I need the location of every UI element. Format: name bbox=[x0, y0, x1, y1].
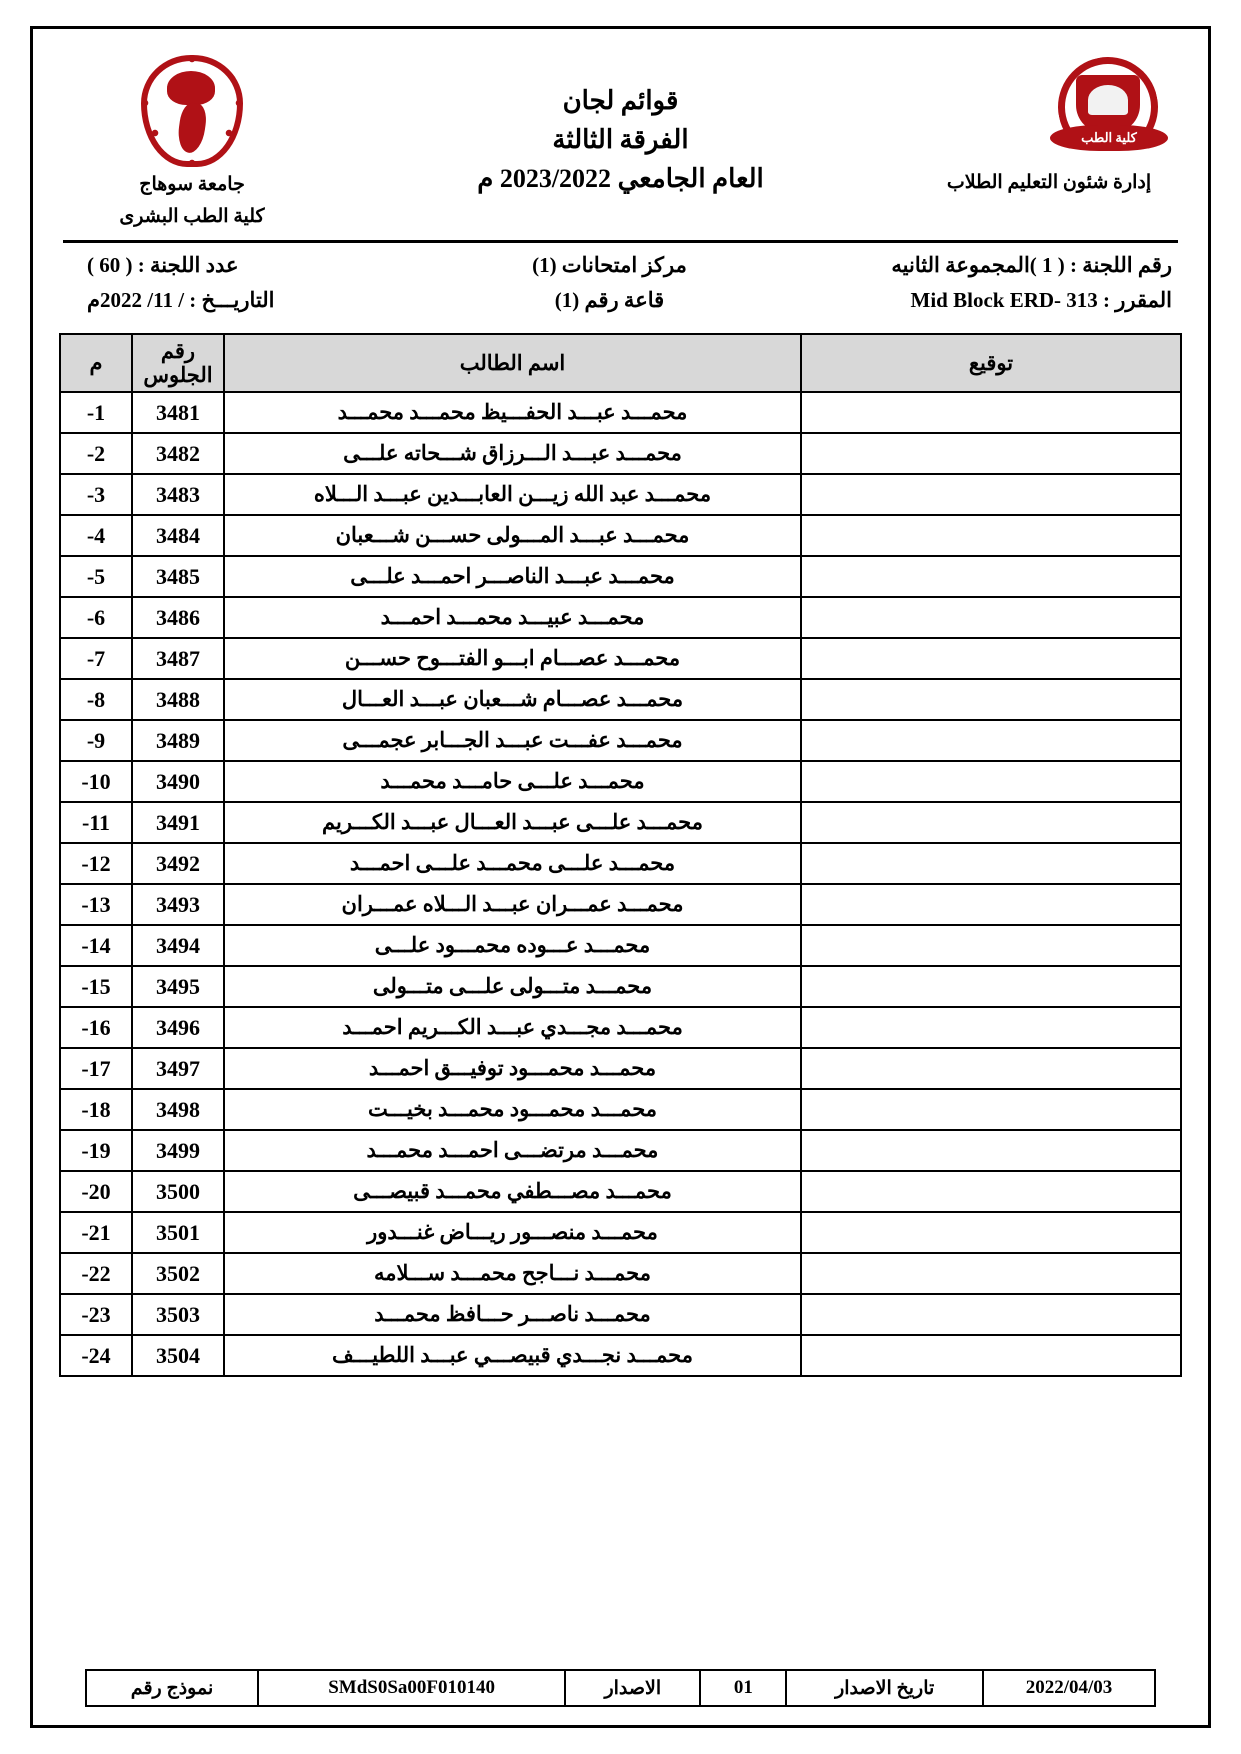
table-body bbox=[60, 392, 1181, 1376]
student-name-cell: محمـــد عـــوده محمـــود علـــى bbox=[224, 925, 801, 966]
row-index-cell: 22- bbox=[60, 1253, 132, 1294]
row-index-cell: 18- bbox=[60, 1089, 132, 1130]
row-index-cell: 11- bbox=[60, 802, 132, 843]
row-index-cell: 3- bbox=[60, 474, 132, 515]
signature-cell[interactable] bbox=[801, 679, 1181, 720]
header-divider bbox=[63, 240, 1178, 243]
footer-issue-date-value: 2022/04/03 bbox=[983, 1670, 1155, 1706]
table-row bbox=[60, 1171, 1181, 1212]
signature-cell[interactable] bbox=[801, 638, 1181, 679]
page-frame bbox=[30, 26, 1211, 1728]
exam-meta bbox=[59, 253, 1182, 323]
table-row bbox=[60, 966, 1181, 1007]
signature-cell[interactable] bbox=[801, 1294, 1181, 1335]
signature-cell[interactable] bbox=[801, 474, 1181, 515]
row-index-cell: 2- bbox=[60, 433, 132, 474]
column-header-signature: توقيع bbox=[801, 334, 1181, 392]
table-row bbox=[60, 720, 1181, 761]
signature-cell[interactable] bbox=[801, 1048, 1181, 1089]
meta-row-1 bbox=[69, 253, 1172, 278]
student-name-cell: محمـــد ناصـــر حـــافظ محمـــد bbox=[224, 1294, 801, 1335]
student-name-cell: محمـــد منصـــور ريـــاض غنـــدور bbox=[224, 1212, 801, 1253]
row-index-cell: 20- bbox=[60, 1171, 132, 1212]
row-index-cell: 1- bbox=[60, 392, 132, 433]
table-row bbox=[60, 1294, 1181, 1335]
student-name-cell: محمـــد علـــى محمـــد علـــى احمـــد bbox=[224, 843, 801, 884]
signature-cell[interactable] bbox=[801, 843, 1181, 884]
committee-number-value: 1 bbox=[1042, 253, 1053, 278]
row-index-cell: 9- bbox=[60, 720, 132, 761]
student-name-cell: محمـــد عبد الله زيـــن العابـــدين عبـــد الـــلاه bbox=[224, 474, 801, 515]
table-row bbox=[60, 1130, 1181, 1171]
seat-number-cell: 3497 bbox=[132, 1048, 224, 1089]
seat-number-cell: 3490 bbox=[132, 761, 224, 802]
title-line-2: الفرقة الثالثة bbox=[552, 125, 689, 154]
table-row bbox=[60, 597, 1181, 638]
seat-number-cell: 3498 bbox=[132, 1089, 224, 1130]
signature-cell[interactable] bbox=[801, 884, 1181, 925]
table-header-row bbox=[60, 334, 1181, 392]
student-name-cell: محمـــد نـــاجح محمـــد ســـلامه bbox=[224, 1253, 801, 1294]
signature-cell[interactable] bbox=[801, 1171, 1181, 1212]
table-row bbox=[60, 515, 1181, 556]
signature-cell[interactable] bbox=[801, 392, 1181, 433]
signature-cell[interactable] bbox=[801, 1212, 1181, 1253]
row-index-cell: 12- bbox=[60, 843, 132, 884]
seat-number-cell: 3496 bbox=[132, 1007, 224, 1048]
footer-form-label: نموذج رقم bbox=[86, 1670, 258, 1706]
committee-number bbox=[775, 253, 1172, 278]
student-name-cell: محمـــد عصـــام شـــعبان عبـــد العـــال bbox=[224, 679, 801, 720]
seat-number-cell: 3492 bbox=[132, 843, 224, 884]
table-row bbox=[60, 1089, 1181, 1130]
student-name-cell: محمـــد مصـــطفي محمـــد قبيصـــى bbox=[224, 1171, 801, 1212]
student-name-cell: محمـــد مجـــدي عبـــد الكـــريم احمـــد bbox=[224, 1007, 801, 1048]
committee-group: )المجموعة الثانيه bbox=[891, 253, 1043, 278]
footer-table bbox=[85, 1669, 1156, 1707]
seat-number-cell: 3500 bbox=[132, 1171, 224, 1212]
table-row bbox=[60, 1335, 1181, 1376]
table-row bbox=[60, 1212, 1181, 1253]
document-footer bbox=[59, 1669, 1182, 1711]
header-left-block bbox=[924, 55, 1174, 197]
table-row bbox=[60, 679, 1181, 720]
seat-number-cell: 3481 bbox=[132, 392, 224, 433]
column-header-seat-number-line2: الجلوس bbox=[143, 363, 213, 388]
row-index-cell: 17- bbox=[60, 1048, 132, 1089]
row-index-cell: 23- bbox=[60, 1294, 132, 1335]
footer-form-code: SMdS0Sa00F010140 bbox=[258, 1670, 565, 1706]
seat-number-cell: 3487 bbox=[132, 638, 224, 679]
signature-cell[interactable] bbox=[801, 720, 1181, 761]
seat-number-cell: 3502 bbox=[132, 1253, 224, 1294]
footer-issue-date-label: تاريخ الاصدار bbox=[786, 1670, 983, 1706]
table-row bbox=[60, 556, 1181, 597]
row-index-cell: 19- bbox=[60, 1130, 132, 1171]
table-row bbox=[60, 1048, 1181, 1089]
seat-number-cell: 3483 bbox=[132, 474, 224, 515]
course-value: Mid Block ERD- 313 bbox=[910, 288, 1098, 313]
column-header-seat-number bbox=[132, 334, 224, 392]
table-row bbox=[60, 925, 1181, 966]
row-index-cell: 5- bbox=[60, 556, 132, 597]
exam-date: التاريـــخ : / 11/ 2022م bbox=[87, 288, 275, 313]
signature-cell[interactable] bbox=[801, 1007, 1181, 1048]
student-name-cell: محمـــد عبـــد الحفـــيظ محمـــد محمـــد bbox=[224, 392, 801, 433]
student-name-cell: محمـــد عفـــت عبـــد الجـــابر عجمـــى bbox=[224, 720, 801, 761]
table-row bbox=[60, 761, 1181, 802]
row-index-cell: 21- bbox=[60, 1212, 132, 1253]
signature-cell[interactable] bbox=[801, 597, 1181, 638]
signature-cell[interactable] bbox=[801, 1335, 1181, 1376]
document-header bbox=[59, 47, 1182, 230]
student-name-cell: محمـــد عصـــام ابـــو الفتـــوح حســـن bbox=[224, 638, 801, 679]
hall-number: قاعة رقم (1) bbox=[554, 288, 665, 313]
signature-cell[interactable] bbox=[801, 802, 1181, 843]
title-line-1: قوائم لجان bbox=[562, 86, 679, 115]
column-header-index: م bbox=[60, 334, 132, 392]
signature-cell[interactable] bbox=[801, 1253, 1181, 1294]
table-row bbox=[60, 638, 1181, 679]
title-line-3: العام الجامعي 2023/2022 م bbox=[477, 164, 764, 193]
department-line: إدارة شئون التعليم الطلاب bbox=[946, 172, 1152, 193]
signature-cell[interactable] bbox=[801, 966, 1181, 1007]
sohag-university-emblem-icon bbox=[133, 55, 251, 167]
column-header-student-name: اسم الطالب bbox=[224, 334, 801, 392]
seat-number-cell: 3501 bbox=[132, 1212, 224, 1253]
exam-center: مركز امتحانات (1) bbox=[532, 253, 687, 278]
signature-cell[interactable] bbox=[801, 515, 1181, 556]
student-name-cell: محمـــد عبيـــد محمـــد احمـــد bbox=[224, 597, 801, 638]
student-name-cell: محمـــد عبـــد المـــولى حســـن شـــعبان bbox=[224, 515, 801, 556]
column-header-seat-number-line1: رقم bbox=[160, 338, 196, 363]
seat-number-cell: 3484 bbox=[132, 515, 224, 556]
table-row bbox=[60, 843, 1181, 884]
student-name-cell: محمـــد عبـــد الناصـــر احمـــد علـــى bbox=[224, 556, 801, 597]
student-name-cell: محمـــد علـــى عبـــد العـــال عبـــد الكـــريم bbox=[224, 802, 801, 843]
seat-number-cell: 3485 bbox=[132, 556, 224, 597]
signature-cell[interactable] bbox=[801, 556, 1181, 597]
seat-number-cell: 3489 bbox=[132, 720, 224, 761]
committee-count: عدد اللجنة : ( 60 ) bbox=[87, 253, 239, 278]
table-row bbox=[60, 802, 1181, 843]
seat-number-cell: 3495 bbox=[132, 966, 224, 1007]
footer-issue-label: الاصدار bbox=[565, 1670, 700, 1706]
seat-number-cell: 3486 bbox=[132, 597, 224, 638]
course-label: المقرر : bbox=[1097, 288, 1172, 313]
signature-cell[interactable] bbox=[801, 1089, 1181, 1130]
row-index-cell: 8- bbox=[60, 679, 132, 720]
student-name-cell: محمـــد محمـــود محمـــد بخيـــت bbox=[224, 1089, 801, 1130]
committee-number-label: رقم اللجنة : ( bbox=[1052, 253, 1172, 278]
table-row bbox=[60, 1253, 1181, 1294]
row-index-cell: 13- bbox=[60, 884, 132, 925]
meta-row-2 bbox=[69, 288, 1172, 313]
row-index-cell: 14- bbox=[60, 925, 132, 966]
seat-number-cell: 3493 bbox=[132, 884, 224, 925]
row-index-cell: 24- bbox=[60, 1335, 132, 1376]
row-index-cell: 15- bbox=[60, 966, 132, 1007]
table-row bbox=[60, 433, 1181, 474]
university-name: جامعة سوهاج bbox=[139, 174, 245, 195]
row-index-cell: 16- bbox=[60, 1007, 132, 1048]
document-title bbox=[317, 55, 924, 198]
row-index-cell: 7- bbox=[60, 638, 132, 679]
student-name-cell: محمـــد عمـــران عبـــد الـــلاه عمـــران bbox=[224, 884, 801, 925]
faculty-name: كلية الطب البشرى bbox=[119, 205, 265, 227]
table-row bbox=[60, 392, 1181, 433]
signature-cell[interactable] bbox=[801, 925, 1181, 966]
seat-number-cell: 3503 bbox=[132, 1294, 224, 1335]
student-name-cell: محمـــد محمـــود توفيـــق احمـــد bbox=[224, 1048, 801, 1089]
student-name-cell: محمـــد مرتضـــى احمـــد محمـــد bbox=[224, 1130, 801, 1171]
seat-number-cell: 3491 bbox=[132, 802, 224, 843]
student-name-cell: محمـــد متـــولى علـــى متـــولى bbox=[224, 966, 801, 1007]
header-right-block bbox=[67, 55, 317, 230]
table-row bbox=[60, 884, 1181, 925]
seat-number-cell: 3482 bbox=[132, 433, 224, 474]
signature-cell[interactable] bbox=[801, 1130, 1181, 1171]
student-name-cell: محمـــد نجـــدي قبيصـــي عبـــد اللطيـــف bbox=[224, 1335, 801, 1376]
course bbox=[775, 288, 1172, 313]
row-index-cell: 6- bbox=[60, 597, 132, 638]
seat-number-cell: 3504 bbox=[132, 1335, 224, 1376]
students-table bbox=[59, 333, 1182, 1377]
faculty-of-medicine-logo-icon: كلية الطب bbox=[1044, 55, 1174, 163]
student-name-cell: محمـــد علـــى حامـــد محمـــد bbox=[224, 761, 801, 802]
seat-number-cell: 3488 bbox=[132, 679, 224, 720]
student-name-cell: محمـــد عبـــد الـــرزاق شـــحاته علـــى bbox=[224, 433, 801, 474]
seat-number-cell: 3499 bbox=[132, 1130, 224, 1171]
signature-cell[interactable] bbox=[801, 761, 1181, 802]
row-index-cell: 4- bbox=[60, 515, 132, 556]
footer-row bbox=[86, 1670, 1155, 1706]
seat-number-cell: 3494 bbox=[132, 925, 224, 966]
row-index-cell: 10- bbox=[60, 761, 132, 802]
table-row bbox=[60, 474, 1181, 515]
table-row bbox=[60, 1007, 1181, 1048]
footer-issue-value: 01 bbox=[700, 1670, 786, 1706]
signature-cell[interactable] bbox=[801, 433, 1181, 474]
